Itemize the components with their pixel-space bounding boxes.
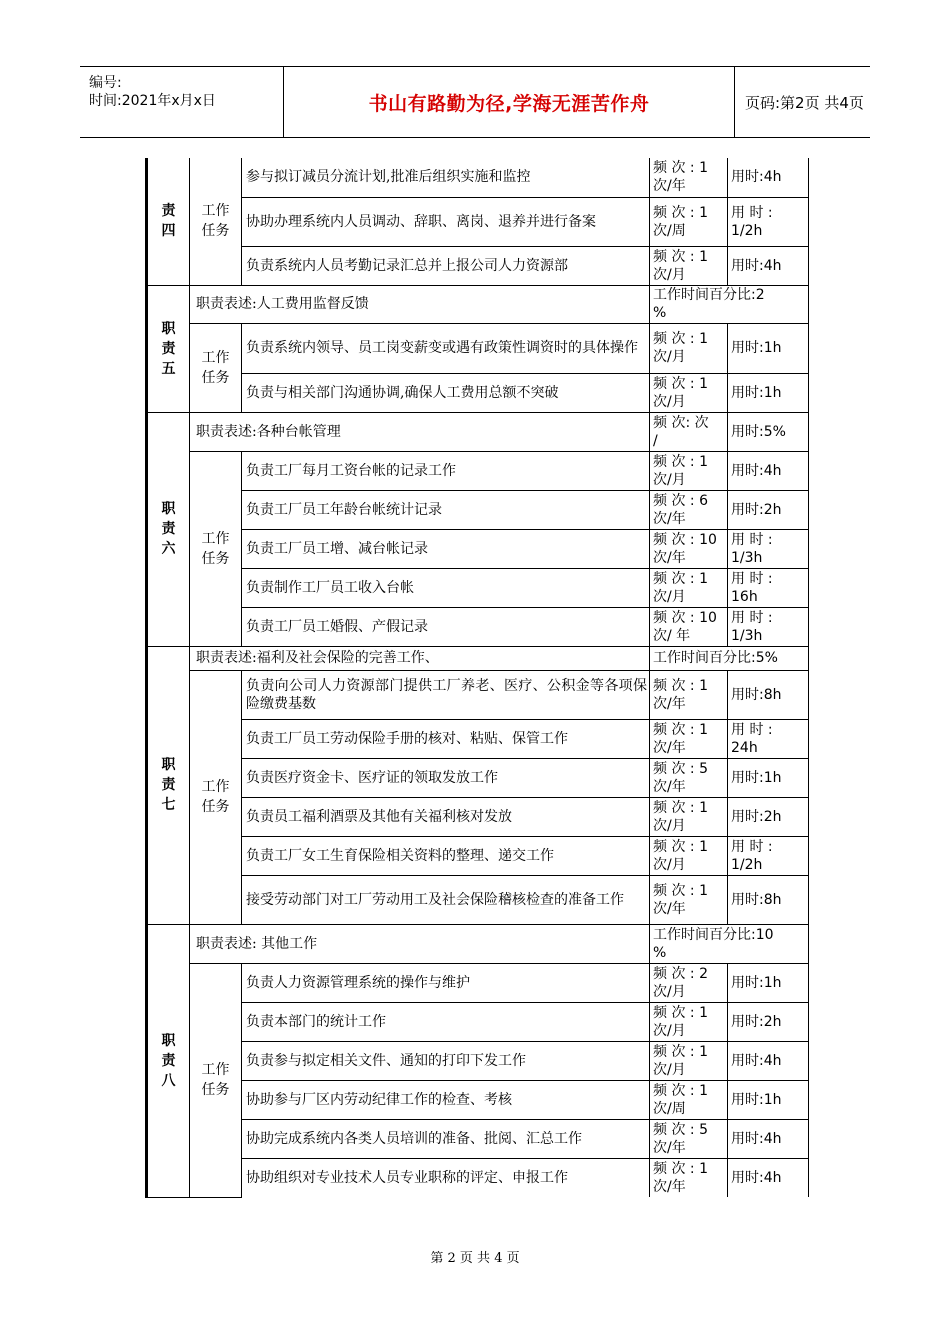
task-hours: 用时:2h <box>728 1002 809 1041</box>
work-time-percent: 工作时间百分比:5% <box>650 646 809 670</box>
task-hours: 用时:4h <box>728 1041 809 1080</box>
task-hours: 用时:8h <box>728 875 809 924</box>
task-hours: 用时:4h <box>728 246 809 285</box>
task-frequency: 频 次 : 5 次/年 <box>650 1119 728 1158</box>
duty-description: 职责表述:人工费用监督反馈 <box>190 285 650 323</box>
table-row <box>147 568 809 607</box>
doc-number-label: 编号: <box>89 75 122 91</box>
table-row <box>147 373 809 412</box>
table-row <box>147 197 809 246</box>
duty-hours: 用时:5% <box>728 412 809 451</box>
task-hours: 用时:4h <box>728 451 809 490</box>
header-meta <box>80 67 284 137</box>
table-row <box>147 412 809 451</box>
task-text: 负责工厂女工生育保险相关资料的整理、递交工作 <box>242 836 650 875</box>
task-hours: 用时:2h <box>728 797 809 836</box>
task-text: 协助完成系统内各类人员培训的准备、批阅、汇总工作 <box>242 1119 650 1158</box>
duty-label: 职 责 七 <box>147 646 190 924</box>
task-hours: 用时:4h <box>728 158 809 197</box>
duty-frequency: 频 次: 次 / <box>650 412 728 451</box>
table-row <box>147 1002 809 1041</box>
task-text: 负责本部门的统计工作 <box>242 1002 650 1041</box>
task-hours: 用时:1h <box>728 963 809 1002</box>
task-hours: 用 时 : 24h <box>728 719 809 758</box>
task-text: 负责工厂员工劳动保险手册的核对、粘贴、保管工作 <box>242 719 650 758</box>
task-text: 接受劳动部门对工厂劳动用工及社会保险稽核检查的准备工作 <box>242 875 650 924</box>
task-label: 工作 任务 <box>190 158 242 285</box>
task-text: 负责系统内领导、员工岗变薪变或遇有政策性调资时的具体操作 <box>242 323 650 373</box>
task-label: 工作 任务 <box>190 963 242 1197</box>
task-hours: 用时:1h <box>728 373 809 412</box>
work-time-percent: 工作时间百分比:2 % <box>650 285 809 323</box>
task-frequency: 频 次 : 1 次/月 <box>650 373 728 412</box>
duty-description: 职责表述: 其他工作 <box>190 924 650 963</box>
table-row <box>147 924 809 963</box>
table-row <box>147 490 809 529</box>
task-text: 负责工厂员工婚假、产假记录 <box>242 607 650 646</box>
table-row <box>147 719 809 758</box>
task-hours: 用 时 : 16h <box>728 568 809 607</box>
task-frequency: 频 次 : 1 次/月 <box>650 836 728 875</box>
duty-label: 责 四 <box>147 158 190 285</box>
task-text: 负责医疗资金卡、医疗证的领取发放工作 <box>242 758 650 797</box>
table-row <box>147 963 809 1002</box>
task-text: 负责工厂每月工资台帐的记录工作 <box>242 451 650 490</box>
duty-label: 职 责 六 <box>147 412 190 646</box>
task-frequency: 频 次 : 1 次/月 <box>650 451 728 490</box>
table-row <box>147 158 809 197</box>
task-text: 负责向公司人力资源部门提供工厂养老、医疗、公积金等各项保险缴费基数 <box>242 670 650 719</box>
duties-table <box>145 158 809 1198</box>
task-frequency: 频 次 : 1 次/年 <box>650 670 728 719</box>
duty-description: 职责表述:福利及社会保险的完善工作、 <box>190 646 650 670</box>
duty-description: 职责表述:各种台帐管理 <box>190 412 650 451</box>
task-frequency: 频 次 : 1 次/年 <box>650 875 728 924</box>
table-row <box>147 646 809 670</box>
task-text: 负责工厂员工增、减台帐记录 <box>242 529 650 568</box>
task-frequency: 频 次 : 10 次/ 年 <box>650 607 728 646</box>
task-hours: 用时:8h <box>728 670 809 719</box>
header-motto: 书山有路勤为径,学海无涯苦作舟 <box>284 67 735 137</box>
task-label: 工作 任务 <box>190 451 242 646</box>
table-row <box>147 451 809 490</box>
doc-time-label: 时间:2021年x月x日 <box>89 93 216 109</box>
task-hours: 用时:1h <box>728 1080 809 1119</box>
task-text: 负责工厂员工年龄台帐统计记录 <box>242 490 650 529</box>
table-row <box>147 875 809 924</box>
task-text: 负责参与拟定相关文件、通知的打印下发工作 <box>242 1041 650 1080</box>
task-text: 协助组织对专业技术人员专业职称的评定、申报工作 <box>242 1158 650 1197</box>
table-row <box>147 1080 809 1119</box>
task-frequency: 频 次 : 10 次/年 <box>650 529 728 568</box>
task-text: 协助参与厂区内劳动纪律工作的检查、考核 <box>242 1080 650 1119</box>
task-frequency: 频 次 : 1 次/年 <box>650 719 728 758</box>
page-header <box>80 66 870 138</box>
table-row <box>147 758 809 797</box>
task-hours: 用时:4h <box>728 1119 809 1158</box>
task-label: 工作 任务 <box>190 670 242 924</box>
task-hours: 用 时 : 1/3h <box>728 529 809 568</box>
table-row <box>147 1119 809 1158</box>
table-row <box>147 529 809 568</box>
table-row <box>147 670 809 719</box>
task-frequency: 频 次 : 6 次/年 <box>650 490 728 529</box>
task-label: 工作 任务 <box>190 323 242 412</box>
task-frequency: 频 次 : 5 次/年 <box>650 758 728 797</box>
table-row <box>147 797 809 836</box>
duty-label: 职 责 五 <box>147 285 190 412</box>
task-hours: 用时:1h <box>728 323 809 373</box>
task-frequency: 频 次 : 1 次/年 <box>650 1158 728 1197</box>
task-frequency: 频 次 : 1 次/月 <box>650 1002 728 1041</box>
task-text: 负责与相关部门沟通协调,确保人工费用总额不突破 <box>242 373 650 412</box>
task-frequency: 频 次 : 1 次/月 <box>650 568 728 607</box>
table-row <box>147 285 809 323</box>
duty-label: 职 责 八 <box>147 924 190 1197</box>
task-frequency: 频 次 : 1 次/月 <box>650 323 728 373</box>
task-text: 协助办理系统内人员调动、辞职、离岗、退养并进行备案 <box>242 197 650 246</box>
task-text: 负责系统内人员考勤记录汇总并上报公司人力资源部 <box>242 246 650 285</box>
task-text: 负责制作工厂员工收入台帐 <box>242 568 650 607</box>
table-row <box>147 323 809 373</box>
task-text: 参与拟订减员分流计划,批准后组织实施和监控 <box>242 158 650 197</box>
task-hours: 用时:4h <box>728 1158 809 1197</box>
task-text: 负责员工福利酒票及其他有关福利核对发放 <box>242 797 650 836</box>
table-row <box>147 607 809 646</box>
table-row <box>147 246 809 285</box>
table-row <box>147 1041 809 1080</box>
task-frequency: 频 次 : 2 次/月 <box>650 963 728 1002</box>
header-page-info: 页码:第2页 共4页 <box>745 93 864 112</box>
task-hours: 用时:1h <box>728 758 809 797</box>
work-time-percent: 工作时间百分比:10 % <box>650 924 809 963</box>
task-hours: 用时:2h <box>728 490 809 529</box>
task-hours: 用 时 : 1/3h <box>728 607 809 646</box>
task-frequency: 频 次 : 1 次/周 <box>650 197 728 246</box>
task-frequency: 频 次 : 1 次/年 <box>650 158 728 197</box>
task-hours: 用 时 : 1/2h <box>728 197 809 246</box>
table-row <box>147 836 809 875</box>
task-frequency: 频 次 : 1 次/月 <box>650 246 728 285</box>
page-footer: 第 2 页 共 4 页 <box>430 1251 520 1266</box>
task-frequency: 频 次 : 1 次/月 <box>650 797 728 836</box>
table-row <box>147 1158 809 1197</box>
task-frequency: 频 次 : 1 次/周 <box>650 1080 728 1119</box>
task-frequency: 频 次 : 1 次/月 <box>650 1041 728 1080</box>
task-hours: 用 时 : 1/2h <box>728 836 809 875</box>
task-text: 负责人力资源管理系统的操作与维护 <box>242 963 650 1002</box>
